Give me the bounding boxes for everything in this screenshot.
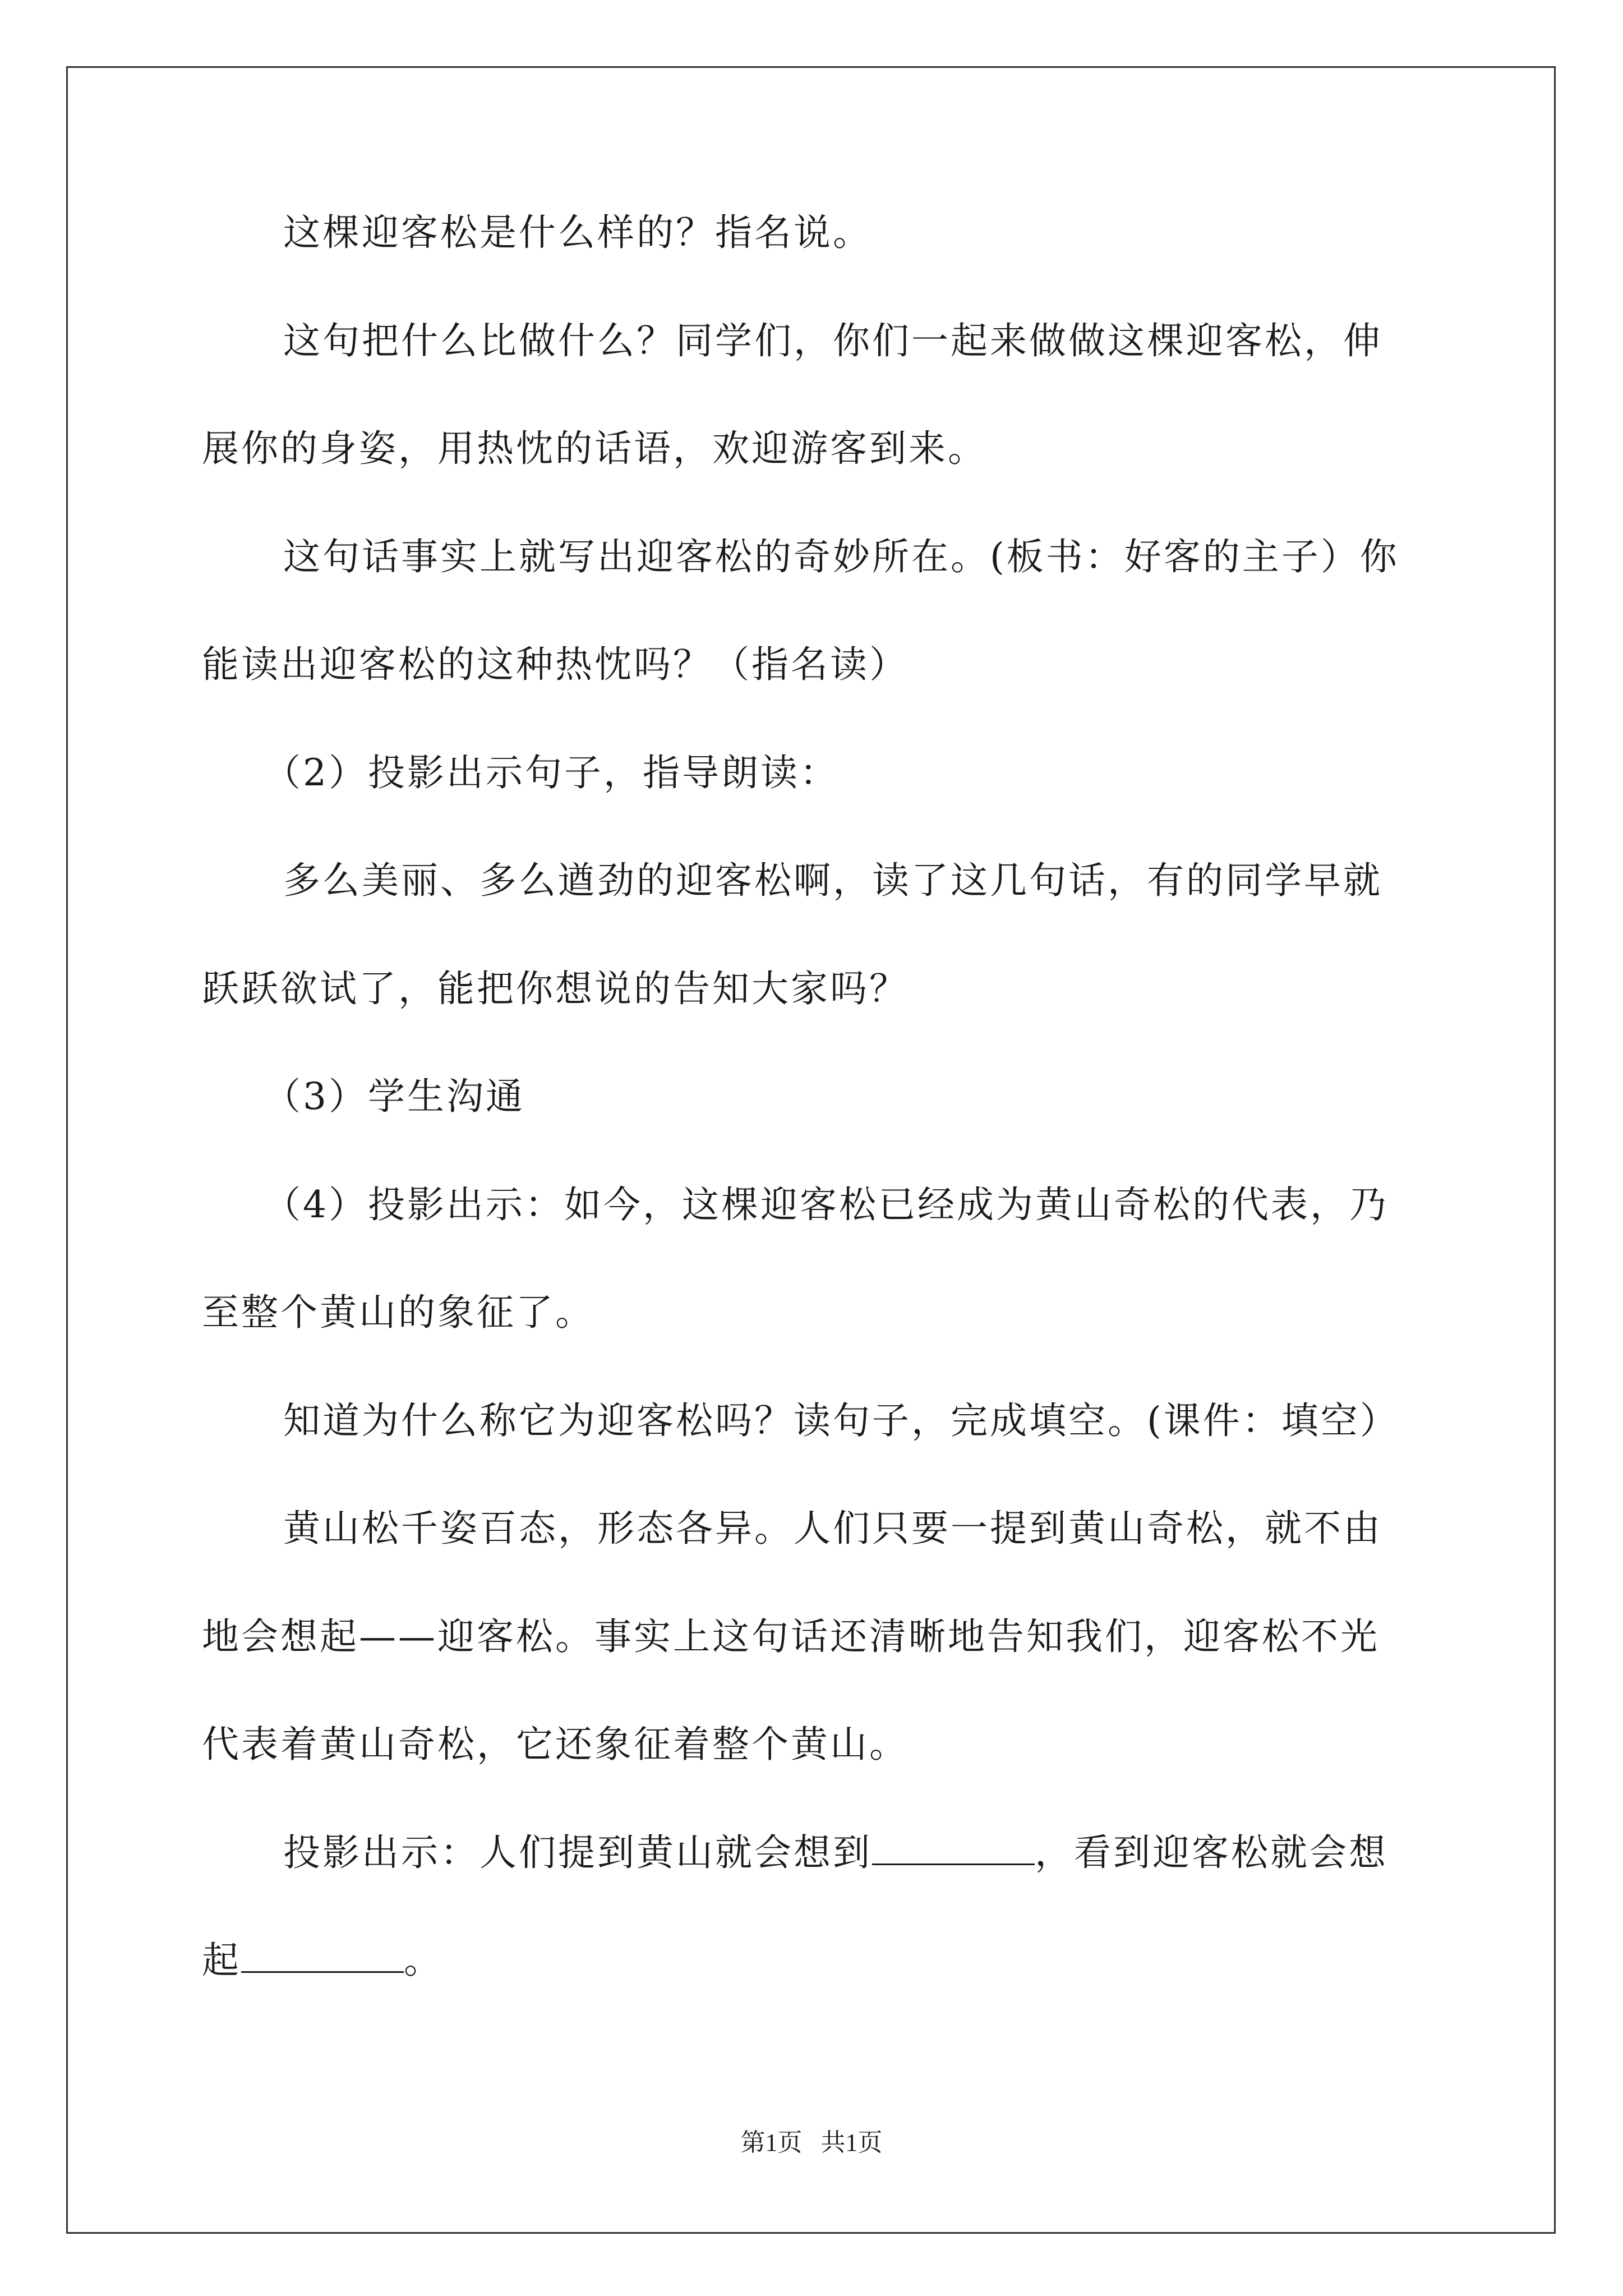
page-border	[66, 66, 1556, 2234]
blank-underline	[241, 1938, 404, 1973]
fill-in-blank-line	[202, 1935, 443, 1986]
paragraph-line: （3）学生沟通	[264, 1075, 525, 1118]
blank-underline	[872, 1830, 1035, 1865]
page-number-footer: 第1页 共1页	[740, 2129, 883, 2156]
paragraph-line: （2）投影出示句子，指导朗读：	[264, 751, 839, 794]
line-text-before: 起	[202, 1939, 241, 1982]
line-text-after: ，看到迎客松就会想	[1035, 1831, 1388, 1874]
paragraph-line: 这棵迎客松是什么样的？指名说。	[283, 211, 872, 254]
paragraph-line: 展你的身姿，用热忱的话语，欢迎游客到来。	[202, 427, 987, 470]
paragraph-line: 这句把什么比做什么？同学们，你们一起来做做这棵迎客松，伸	[283, 319, 1382, 362]
line-text-before: 投影出示：人们提到黄山就会想到	[283, 1831, 872, 1874]
paragraph-line: 这句话事实上就写出迎客松的奇妙所在。(板书：好客的主子）你	[283, 535, 1399, 578]
paragraph-line: 多么美丽、多么遒劲的迎客松啊，读了这几句话，有的同学早就	[283, 859, 1382, 902]
paragraph-line: 黄山松千姿百态，形态各异。人们只要一提到黄山奇松，就不由	[283, 1507, 1382, 1550]
fill-in-blank-line	[283, 1828, 1388, 1878]
paragraph-line: 知道为什么称它为迎客松吗？读句子，完成填空。(课件：填空）	[283, 1399, 1399, 1442]
paragraph-line: 能读出迎客松的这种热忱吗？（指名读）	[202, 643, 909, 686]
paragraph-line: 至整个黄山的象征了。	[202, 1291, 594, 1334]
paragraph-line: 跃跃欲试了，能把你想说的告知大家吗？	[202, 967, 909, 1010]
paragraph-line: 地会想起——迎客松。事实上这句话还清晰地告知我们，迎客松不光	[202, 1615, 1380, 1658]
line-text-after: 。	[404, 1939, 443, 1982]
paragraph-line: 代表着黄山奇松，它还象征着整个黄山。	[202, 1723, 909, 1766]
paragraph-line: （4）投影出示：如今，这棵迎客松已经成为黄山奇松的代表，乃	[264, 1183, 1389, 1226]
